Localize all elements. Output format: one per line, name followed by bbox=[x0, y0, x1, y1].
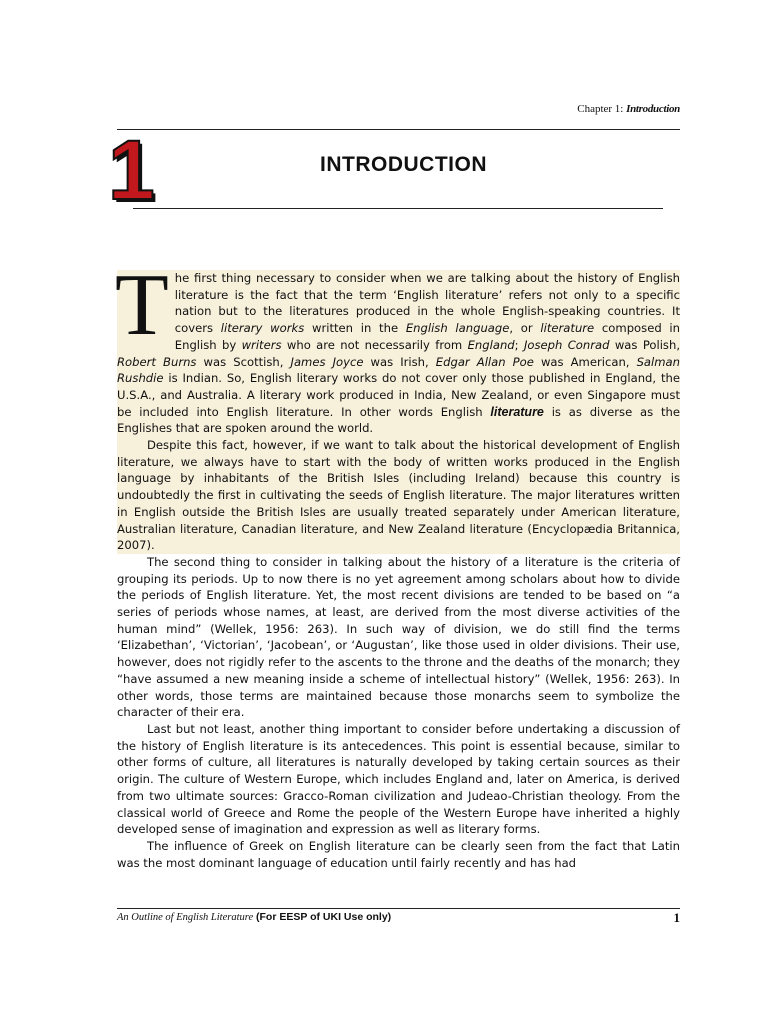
footer-note: (For EESP of UKI Use only) bbox=[253, 911, 392, 923]
footer-rule bbox=[117, 908, 680, 909]
paragraph-4: Last but not least, another thing important to consider before undertaking a discussion of the history of English literature is its antecedences. This point is essential because, similar to other forms of culture, all literatures is naturally developed by taking certain sources as their origin. The culture of Western Europe, which includes England and, later on America, is derived from two ultimate sources: Gracco-Roman civilization and Judeao-Christian theology. From the classical world of Greece and Rome the people of the Western Europe have inherited a highly developed sense of imagination and expression as well as literary forms. bbox=[117, 721, 680, 837]
drop-cap: T bbox=[115, 257, 169, 354]
heading-rule bbox=[133, 208, 663, 209]
paragraph-5: The influence of Greek on English literature can be clearly seen from the fact that Latin was the most dominant language of education until fairly recently and has had bbox=[117, 838, 680, 870]
chapter-label: Chapter 1: bbox=[577, 103, 624, 115]
body-text bbox=[115, 257, 680, 871]
paragraph-1: The first thing necessary to consider when we are talking about the history of English literature is the fact that the term ‘English literature’ refers not only to a specific nation but to the literatures produced in the whole English-speaking countries. It covers literary works written in the English language, or literature composed in English by writers who are not necessarily from England; Joseph Conrad was Polish, Robert Burns was Scottish, James Joyce was Irish, Edgar Allan Poe was American, Salman Rushdie is Indian. So, English literary works do not cover only those published in England, the U.S.A., and Australia. A literary work produced in India, New Zealand, or even Singapore must be included into English literature. In other words English literature is as diverse as the Englishes that are spoken around the world. bbox=[115, 257, 680, 436]
page-number: 1 bbox=[673, 910, 680, 925]
book-title: An Outline of English Literature bbox=[117, 912, 254, 923]
paragraph-2: Despite this fact, however, if we want to talk about the historical development of English literature, we always have to start with the body of written works produced in the English language by inhabitants of the British Isles (including Ireland) because this country is undoubtedly the first in cultivating the seeds of English literature. The major literatures written in English outside the British Isles are usually treated separately under American literature, Australian literature, Canadian literature, and New Zealand literature (Encyclopædia Britannica, 2007). bbox=[117, 438, 680, 553]
footer-text bbox=[117, 911, 391, 923]
paragraph-3: The second thing to consider in talking about the history of a literature is the criteria of grouping its periods. Up to now there is no yet agreement among scholars about how to divide the periods of English literature. Yet, the most recent divisions are tended to be based on “a series of periods whose names, at least, are derived from the most diverse activities of the human mind” (Wellek, 1956: 263). In such way of division, we do still find the terms ‘Elizabethan’, ‘Victorian’, ‘Jacobean’, or ‘Augustan’, like those used in older divisions. Their use, however, does not rigidly refer to the ascents to the throne and the deaths of the monarch; they “have assumed a new meaning inside a scheme of intellectual history” (Wellek, 1956: 263). In other words, those terms are maintained because those monarchs seem to symbolize the character of their era. bbox=[117, 554, 680, 720]
chapter-heading: INTRODUCTION bbox=[320, 153, 487, 176]
header-rule bbox=[117, 129, 680, 130]
chapter-number: 1 bbox=[108, 128, 155, 212]
running-head bbox=[577, 103, 680, 115]
chapter-title-running: Introduction bbox=[626, 103, 680, 115]
